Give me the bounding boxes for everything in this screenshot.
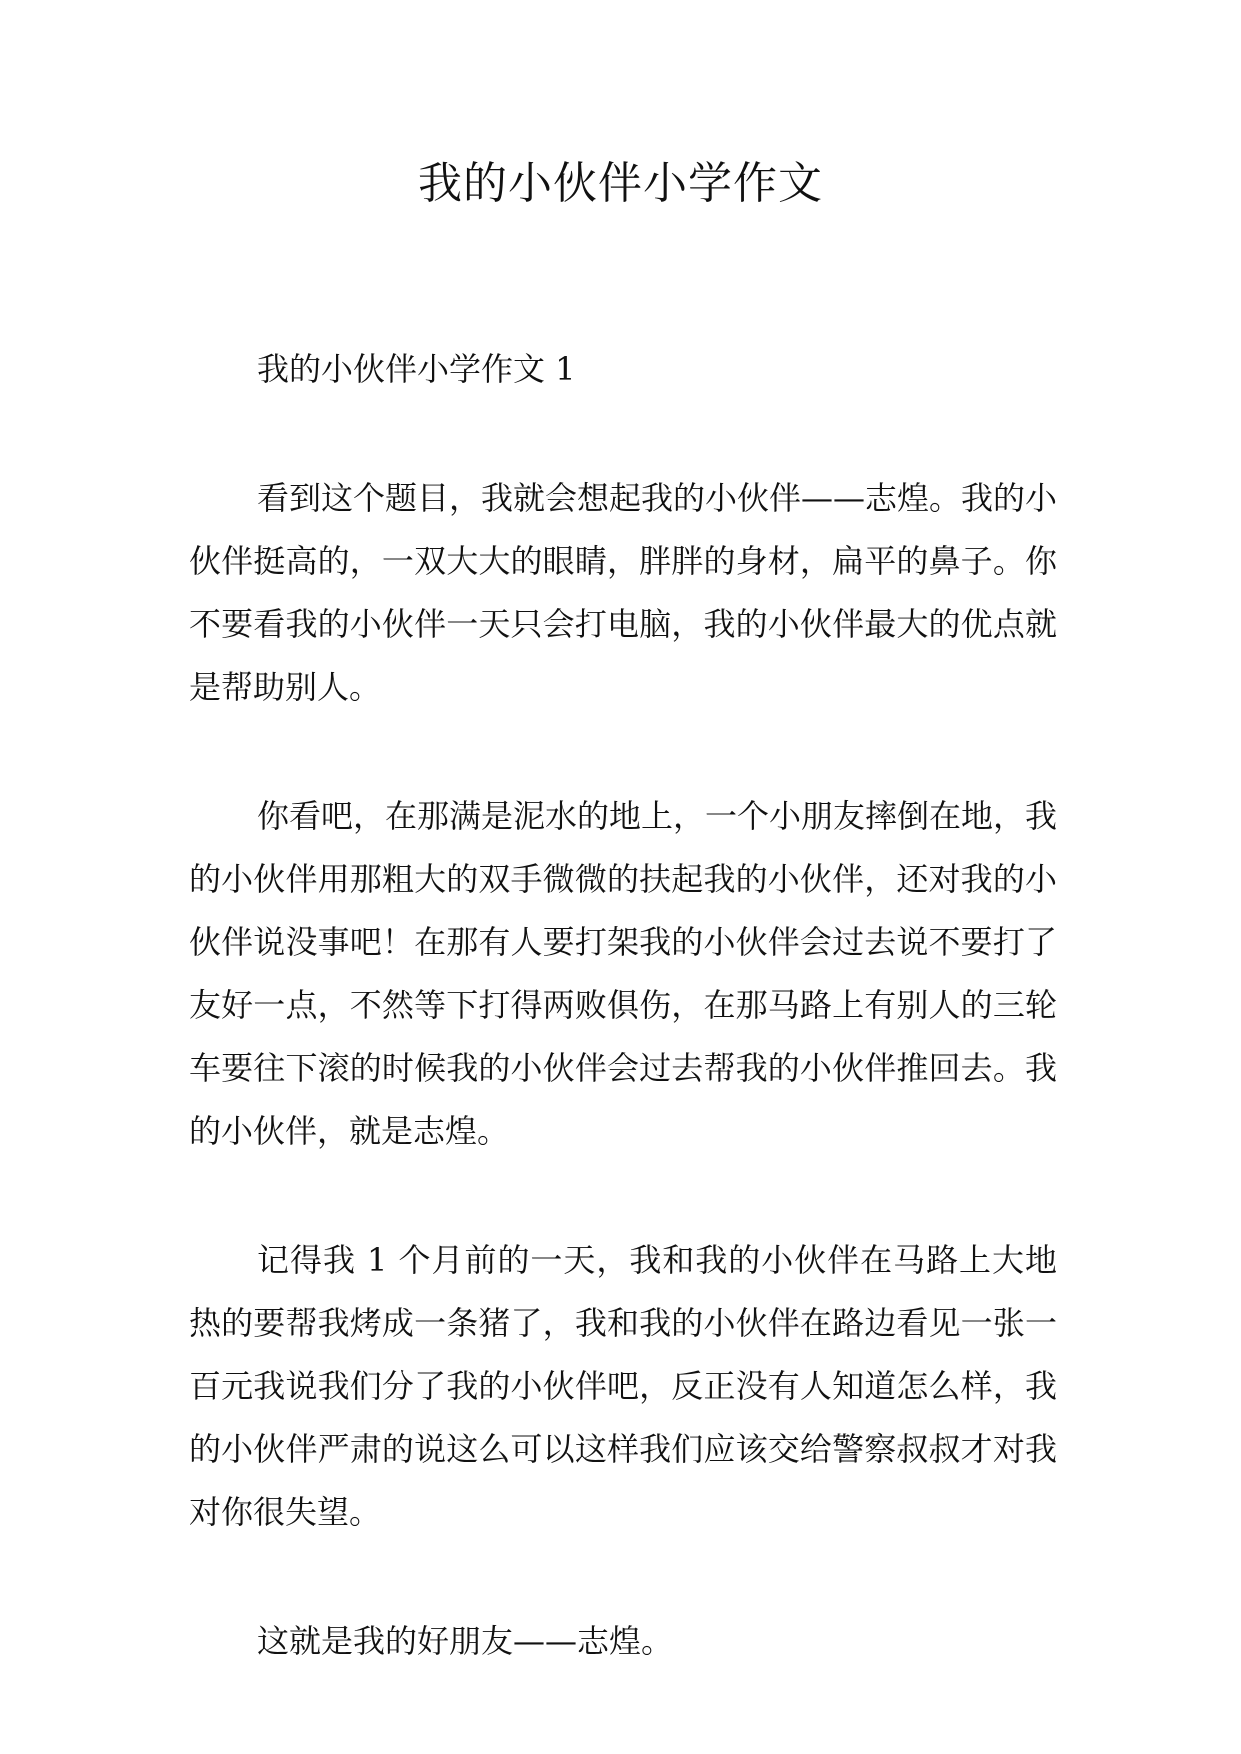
document-title: 我的小伙伴小学作文 xyxy=(418,158,823,209)
essay-heading: 我的小伙伴小学作文 1 xyxy=(257,350,576,388)
paragraph: 你看吧，在那满是泥水的地上，一个小朋友摔倒在地，我的小伙伴用那粗大的双手微微的扶起我的小伙伴，还对我的小伙伴说没事吧！在那有人要打架我的小伙伴会过去说不要打了友好一点，不然等下打得两败俱伤，在那马路上有别人的三轮车要往下滚的时候我的小伙伴会过去帮我的小伙伴推回去。我的小伙伴，就是志煌。 xyxy=(189,797,1058,1150)
document-body xyxy=(189,338,1057,1673)
paragraph: 记得我 1 个月前的一天，我和我的小伙伴在马路上大地热的要帮我烤成一条猪了，我和我的小伙伴在路边看见一张一百元我说我们分了我的小伙伴吧，反正没有人知道怎么样，我的小伙伴严肃的说这么可以这样我们应该交给警察叔叔才对我对你很失望。 xyxy=(189,1241,1057,1531)
paragraph: 这就是我的好朋友——志煌。 xyxy=(257,1622,674,1660)
paragraph: 看到这个题目，我就会想起我的小伙伴——志煌。我的小伙伴挺高的，一双大大的眼睛，胖胖的身材，扁平的鼻子。你不要看我的小伙伴一天只会打电脑，我的小伙伴最大的优点就是帮助别人。 xyxy=(189,479,1058,706)
